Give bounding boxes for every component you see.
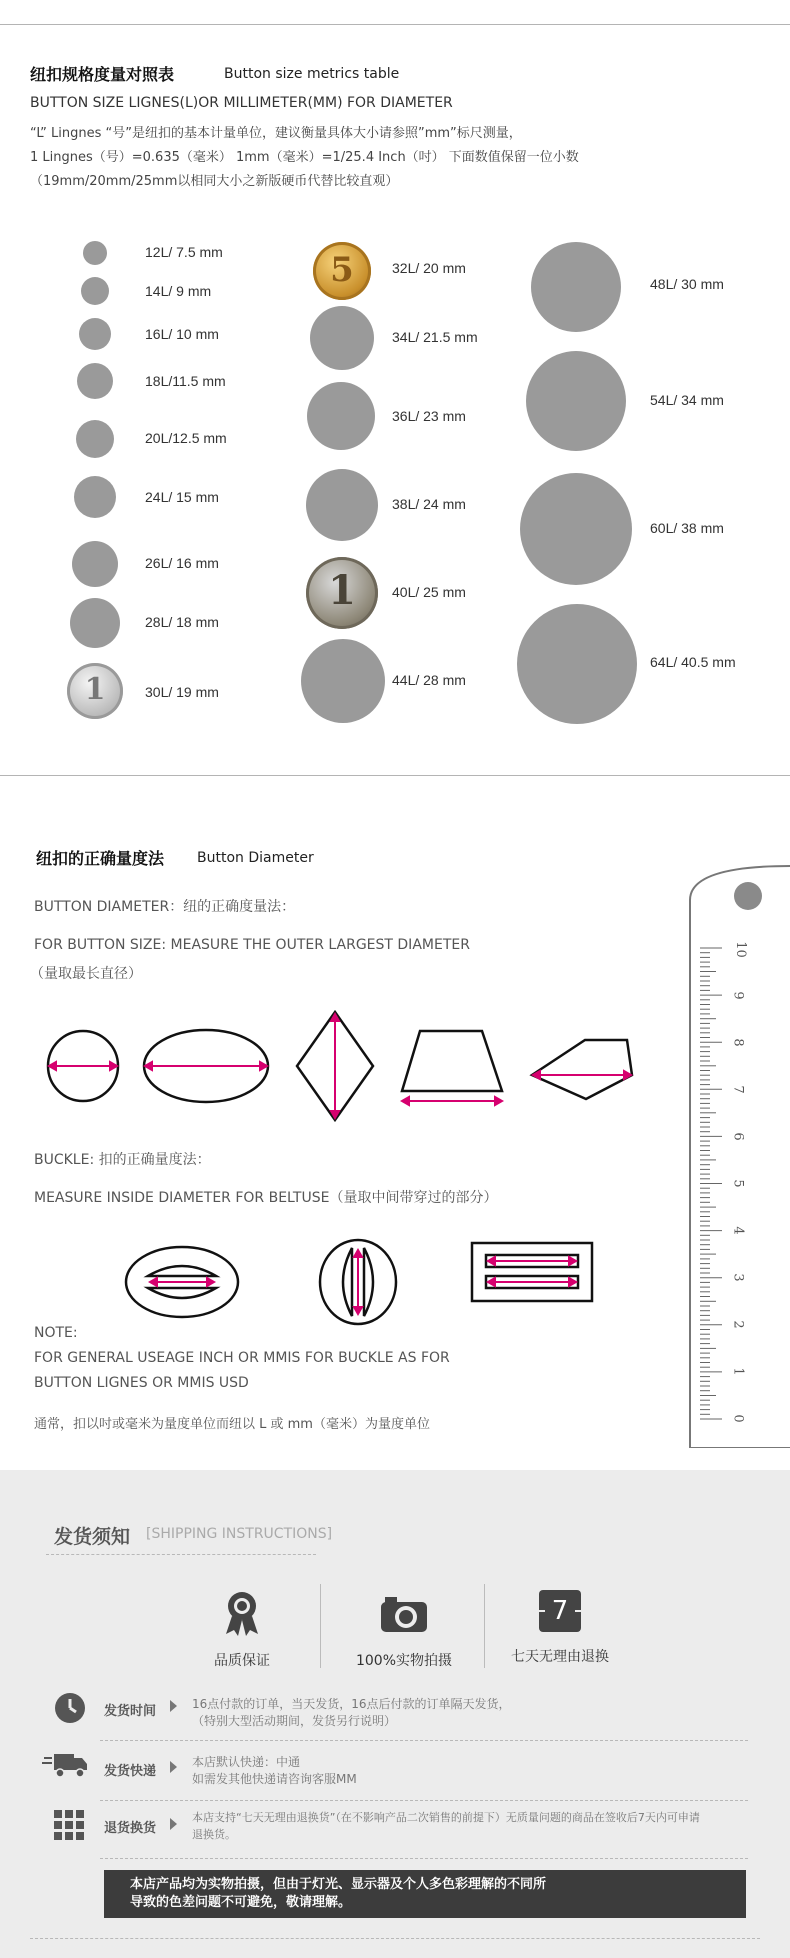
section-divider <box>0 775 790 776</box>
row-divider <box>100 1858 748 1860</box>
notice-line-1: 本店产品均为实物拍摄，但由于灯光、显示器及个人多色彩理解的不同所 <box>130 1877 547 1892</box>
button-size-label: 48L/ 30 mm <box>650 276 724 292</box>
button-size-dot <box>310 306 374 370</box>
button-size-label: 28L/ 18 mm <box>145 614 219 630</box>
button-size-dot <box>526 351 626 451</box>
seven-day-icon <box>539 1590 581 1632</box>
row-text: 16点付款的订单，当天发货，16点后付款的订单隔天发货， <box>192 1697 511 1711</box>
pentagon-button-shape <box>532 1040 632 1099</box>
silver-coin-icon <box>306 557 378 629</box>
buckle-shapes-diagram <box>120 1232 600 1332</box>
row-arrow <box>170 1761 177 1773</box>
row-text: （特别大型活动期间，发货另行说明） <box>192 1714 397 1728</box>
size-table-note-3: （19mm/20mm/25mm以相同大小之新版硬币代替比较直观） <box>30 174 399 189</box>
button-size-dot <box>81 277 109 305</box>
ruler-number: 3 <box>730 1273 746 1282</box>
feature-photo <box>342 1594 466 1670</box>
row-arrow <box>170 1700 177 1712</box>
button-size-label: 32L/ 20 mm <box>392 260 466 276</box>
ruler-number: 7 <box>730 1085 746 1094</box>
row-label-courier: 发货快递 <box>104 1764 157 1779</box>
button-size-label: 36L/ 23 mm <box>392 408 466 424</box>
button-size-label: 38L/ 24 mm <box>392 496 466 512</box>
buckle-slot <box>148 1288 216 1298</box>
ruler-number: 0 <box>730 1414 746 1423</box>
row-text: 如需发其他快递请咨询客服MM <box>192 1772 357 1786</box>
shipping-section <box>0 1470 790 1958</box>
button-size-label: 24L/ 15 mm <box>145 489 219 505</box>
button-size-label: 54L/ 34 mm <box>650 392 724 408</box>
ruler-number: 2 <box>730 1320 746 1329</box>
delivery-truck-icon <box>42 1750 88 1780</box>
note-line-a: FOR GENERAL USEAGE INCH OR MMIS FOR BUCKLE AS FOR <box>34 1350 450 1366</box>
measure-title-cn: 纽扣的正确量度法 <box>36 849 165 868</box>
measure-line-3: （量取最长直径） <box>30 966 142 982</box>
button-size-dot <box>531 242 621 332</box>
button-size-label: 14L/ 9 mm <box>145 283 212 299</box>
button-size-dot <box>72 541 118 587</box>
award-ribbon-icon <box>222 1590 262 1638</box>
ruler-number: 1 <box>730 1367 746 1376</box>
buckle-slot <box>364 1248 373 1316</box>
ruler <box>688 864 790 1448</box>
grid-icon <box>54 1810 84 1840</box>
ruler-number: 4 <box>730 1226 746 1235</box>
note-title: NOTE: <box>34 1325 78 1341</box>
trapezoid-button-shape <box>402 1031 502 1091</box>
row-divider <box>100 1800 748 1802</box>
row-label-returns: 退货换货 <box>104 1821 157 1836</box>
ruler-number: 8 <box>730 1038 746 1047</box>
button-size-label: 20L/12.5 mm <box>145 430 227 446</box>
color-disclaimer-banner <box>104 1870 746 1918</box>
size-table-subtitle: BUTTON SIZE LIGNES(L)OR MILLIMETER(MM) FOR DIAMETER <box>30 95 453 111</box>
ruler-number: 10 <box>732 941 748 958</box>
button-size-dot <box>76 420 114 458</box>
button-size-dot <box>520 473 632 585</box>
button-size-dot <box>77 363 113 399</box>
note-line-b: BUTTON LIGNES OR MMIS USD <box>34 1375 249 1391</box>
seven-day-glyph: 7 <box>551 1596 569 1626</box>
rect-buckle-shape <box>472 1243 592 1301</box>
button-size-dot <box>306 469 378 541</box>
button-size-label: 30L/ 19 mm <box>145 684 219 700</box>
notice-line-2: 导致的色差问题不可避免，敬请理解。 <box>130 1895 352 1910</box>
shipping-title-en: [SHIPPING INSTRUCTIONS] <box>146 1526 333 1542</box>
row-text: 本店支持“七天无理由退换货”（在不影响产品二次销售的前提下）无质量问题的商品在签收后7天内可申请 <box>192 1811 700 1824</box>
buckle-slot <box>343 1248 352 1316</box>
feature-label: 品质保证 <box>214 1653 270 1669</box>
row-divider <box>100 1740 748 1742</box>
feature-label: 七天无理由退换 <box>511 1649 609 1665</box>
button-size-label: 60L/ 38 mm <box>650 520 724 536</box>
feature-quality <box>190 1590 294 1670</box>
feature-divider <box>320 1584 321 1668</box>
shipping-title-underline <box>46 1554 316 1556</box>
buckle-line-1: BUCKLE: 扣的正确量度法： <box>34 1152 211 1168</box>
button-size-label: 12L/ 7.5 mm <box>145 244 223 260</box>
buckle-slot <box>148 1266 216 1276</box>
top-divider <box>0 24 790 25</box>
button-size-label: 26L/ 16 mm <box>145 555 219 571</box>
button-size-dot <box>79 318 111 350</box>
gold-coin-icon <box>313 242 371 300</box>
shipping-title: 发货须知 <box>54 1526 131 1548</box>
feature-label: 100%实物拍摄 <box>355 1653 453 1669</box>
measure-title-en: Button Diameter <box>197 850 314 866</box>
button-size-label: 64L/ 40.5 mm <box>650 654 736 670</box>
ruler-number: 6 <box>730 1132 746 1141</box>
measure-line-1: BUTTON DIAMETER：纽的正确度量法： <box>34 899 296 915</box>
button-size-label: 18L/11.5 mm <box>145 373 226 389</box>
row-text: 本店默认快递：中通 <box>192 1755 301 1769</box>
button-size-label: 34L/ 21.5 mm <box>392 329 478 345</box>
silver-coin-icon <box>67 663 123 719</box>
button-size-dot <box>70 598 120 648</box>
size-table-note-2: 1 Lingnes（号）=0.635（毫米） 1mm（毫米）=1/25.4 Inch（吋） 下面数值保留一位小数 <box>30 150 579 165</box>
size-table-note-1: “L” Lingnes “号”是纽扣的基本计量单位，建议衡量具体大小请参照”mm”标尺测量， <box>30 126 522 141</box>
size-table-title-en: Button size metrics table <box>224 66 400 82</box>
row-text: 退换货。 <box>192 1828 236 1841</box>
measure-line-2: FOR BUTTON SIZE: MEASURE THE OUTER LARGEST DIAMETER <box>34 937 470 953</box>
size-table-title-cn: 纽扣规格度量对照表 <box>30 65 175 84</box>
ruler-number: 5 <box>730 1179 746 1188</box>
button-size-label: 16L/ 10 mm <box>145 326 219 342</box>
bottom-dashed-divider <box>30 1938 760 1939</box>
coin-numeral: 5 <box>330 250 354 290</box>
button-size-dot <box>301 639 385 723</box>
button-size-dot <box>83 241 107 265</box>
button-size-label: 44L/ 28 mm <box>392 672 466 688</box>
button-size-dot <box>307 382 375 450</box>
camera-icon <box>379 1594 429 1634</box>
clock-icon <box>54 1692 86 1724</box>
feature-divider <box>484 1584 485 1668</box>
button-shapes-diagram <box>40 1004 640 1124</box>
note-cn: 通常，扣以吋或毫米为量度单位而纽以 L 或 mm（毫米）为量度单位 <box>34 1417 430 1432</box>
buckle-line-2: MEASURE INSIDE DIAMETER FOR BELTUSE（量取中间带穿过的部分） <box>34 1190 498 1206</box>
button-size-dot <box>517 604 637 724</box>
ruler-number: 9 <box>730 991 746 1000</box>
coin-numeral: 1 <box>84 672 106 707</box>
coin-numeral: 1 <box>328 567 356 614</box>
row-label-ship-time: 发货时间 <box>104 1704 157 1719</box>
button-size-label: 40L/ 25 mm <box>392 584 466 600</box>
row-arrow <box>170 1818 177 1830</box>
button-size-dot <box>74 476 116 518</box>
feature-return <box>504 1590 616 1666</box>
